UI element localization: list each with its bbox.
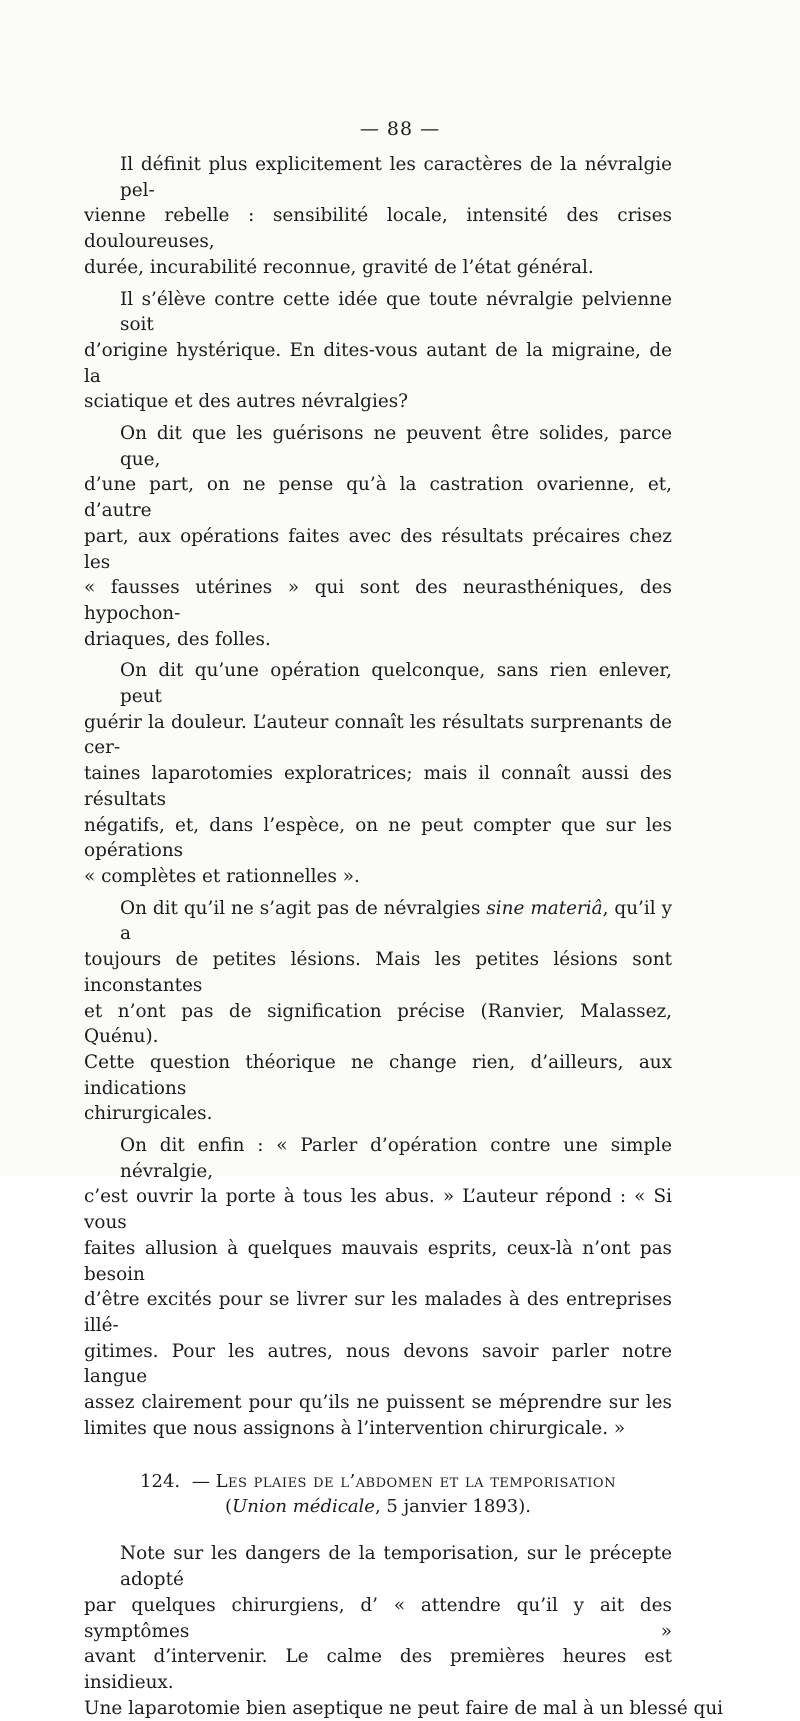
text-line: driaques, des folles.	[84, 628, 271, 650]
text-line: On dit que les guérisons ne peuvent être solides, parce que,	[120, 423, 672, 470]
paragraph-cures	[84, 421, 672, 652]
section-heading	[84, 1469, 672, 1519]
paragraph-definition	[84, 152, 672, 281]
text-line: durée, incurabilité reconnue, gravité de l’état général.	[84, 256, 594, 278]
text-line: Une laparotomie bien aseptique ne peut faire de mal à un blessé qui	[84, 1697, 724, 1719]
text-line: négatifs, et, dans l’espèce, on ne peut compter que sur les opérations	[84, 814, 672, 862]
text-run: On dit qu’il ne s’agit pas de névralgies	[120, 897, 487, 919]
page-body	[84, 152, 724, 1721]
text-line: taines laparotomies exploratrices; mais il connaît aussi des résultats	[84, 763, 672, 810]
text-line: On dit qu’une opération quelconque, sans rien enlever, peut	[120, 660, 672, 708]
section-source-line	[84, 1494, 672, 1519]
text-line	[84, 896, 672, 947]
text-line: faites allusion à quelques mauvais esprits, ceux-là n’ont pas besoin	[84, 1237, 672, 1285]
text-line: Cette question théorique ne change rien, d’ailleurs, aux indications	[84, 1051, 672, 1099]
paragraph-hysteria	[84, 287, 672, 416]
paragraph-lesions	[84, 896, 672, 1127]
latin-phrase: sine materiâ	[486, 897, 603, 919]
text-line: assez clairement pour qu’ils ne puissent se méprendre sur les	[84, 1392, 672, 1414]
text-line: « complètes et rationnelles ».	[84, 865, 360, 887]
text-line: chirurgicales.	[84, 1103, 213, 1125]
paragraph-temporisation	[84, 1541, 724, 1721]
text-line: guérir la douleur. L’auteur connaît les résultats surprenants de cer-	[84, 711, 672, 759]
text-run: , qu’il y a	[120, 897, 672, 945]
text-line: d’être excités pour se livrer sur les malades à des entreprises illé-	[84, 1289, 672, 1336]
section-title: Les plaies de l’abdomen et la temporisation	[215, 1471, 616, 1493]
text-line: « fausses utérines » qui sont des neurasthéniques, des hypochon-	[84, 577, 672, 624]
paragraph-operation	[84, 658, 672, 889]
section-title-line	[84, 1469, 672, 1494]
text-line: Note sur les dangers de la temporisation, sur le précepte adopté	[120, 1543, 672, 1591]
source-journal: Union médicale	[232, 1496, 375, 1518]
text-line: gitimes. Pour les autres, nous devons savoir parler notre langue	[84, 1340, 672, 1388]
text-line: c’est ouvrir la porte à tous les abus. » L’auteur répond : « Si vous	[84, 1186, 672, 1234]
page-number: — 88 —	[359, 118, 441, 140]
text-line: par quelques chirurgiens, d’ « attendre qu’il y ait des symptômes »	[84, 1594, 672, 1642]
section-number: 124.	[140, 1471, 181, 1493]
text-line: sciatique et des autres névralgies?	[84, 391, 409, 413]
text-line: Il définit plus explicitement les caractères de la névralgie pel-	[120, 154, 672, 201]
text-line: d’origine hystérique. En dites-vous autant de la migraine, de la	[84, 339, 672, 387]
text-line: limites que nous assignons à l’intervention chirurgicale. »	[84, 1417, 626, 1439]
text-line: On dit enfin : « Parler d’opération contre une simple névralgie,	[120, 1135, 672, 1182]
source-date: , 5 janvier 1893).	[374, 1496, 531, 1518]
text-line: toujours de petites lésions. Mais les petites lésions sont inconstantes	[84, 949, 672, 996]
text-line: avant d’intervenir. Le calme des premières heures est insidieux.	[84, 1646, 672, 1693]
paragraph-abuse	[84, 1133, 672, 1441]
source-paren: (	[225, 1496, 233, 1518]
text-line: Il s’élève contre cette idée que toute névralgie pelvienne soit	[120, 288, 672, 336]
text-line: vienne rebelle : sensibilité locale, intensité des crises douloureuses,	[84, 205, 672, 253]
section-dash: —	[191, 1471, 210, 1493]
text-line: et n’ont pas de signification précise (Ranvier, Malassez, Quénu).	[84, 1000, 672, 1048]
text-line: part, aux opérations faites avec des résultats précaires chez les	[84, 525, 672, 573]
text-line: d’une part, on ne pense qu’à la castration ovarienne, et, d’autre	[84, 474, 672, 522]
